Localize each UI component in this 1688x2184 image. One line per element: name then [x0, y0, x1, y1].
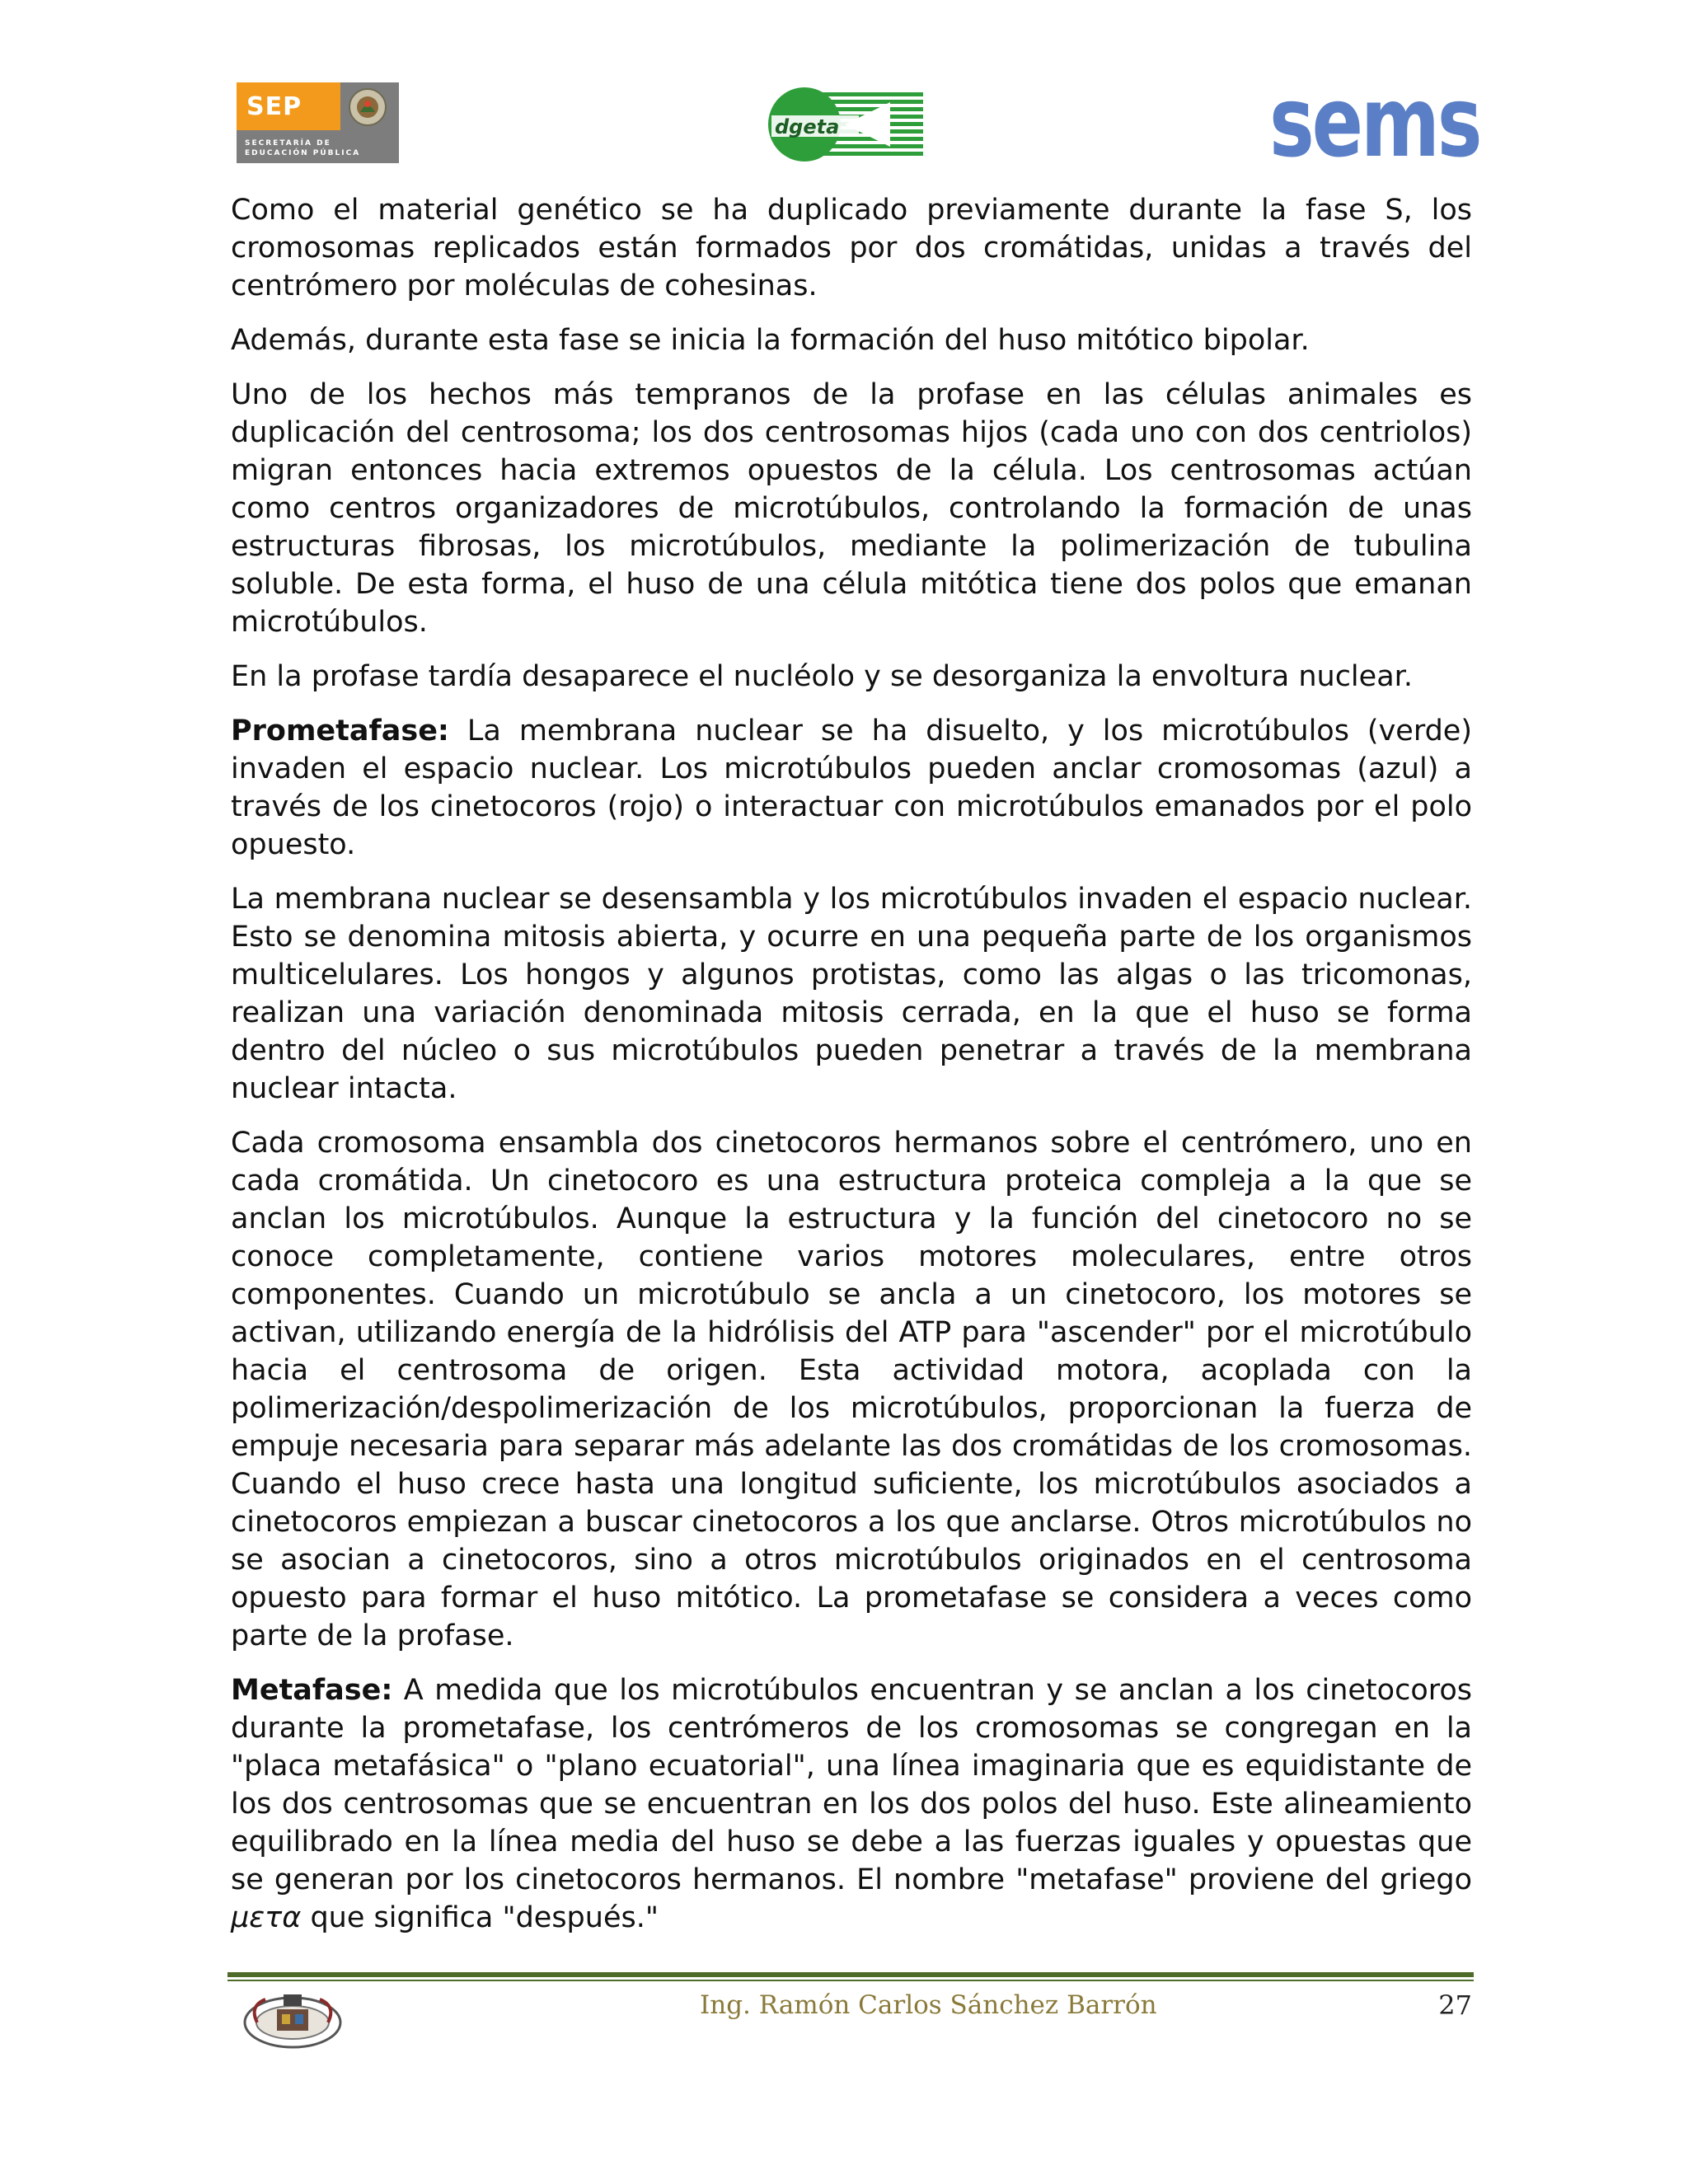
- prometafase-text: La membrana nuclear se ha disuelto, y los microtúbulos (verde) invaden el espacio nuclear. Los microtúbulos pueden anclar cromosomas (azul) a través de los cinetocoros (rojo) o interactuar con microtúbulos emanados por el polo opuesto.: [231, 715, 1472, 861]
- paragraph-2: Además, durante esta fase se inicia la formación del huso mitótico bipolar.: [231, 324, 1310, 357]
- page-number: 27: [1438, 1990, 1472, 2021]
- footer-author: Ing. Ramón Carlos Sánchez Barrón: [700, 1990, 1157, 2020]
- paragraph-4: En la profase tardía desaparece el nucléolo y se desorganiza la envoltura nuclear.: [231, 660, 1413, 693]
- sep-logo-word: SEP: [246, 92, 302, 121]
- sems-logo-word: sems: [1269, 65, 1480, 179]
- paragraph-3: Uno de los hechos más tempranos de la profase en las células animales es duplicación del centrosoma; los dos centrosomas hijos (cada uno con dos centriolos) migran entonces hacia extremos opuestos de la célula. Los centrosomas actúan como centros organizadores de microtúbulos, controlando la formación de unas estructuras fibrosas, los microtúbulos, mediante la polimerización de tubulina soluble. De esta forma, el huso de una célula mitótica tiene dos polos que emanan microtúbulos.: [231, 378, 1472, 639]
- paragraph-1: Como el material genético se ha duplicado previamente durante la fase S, los cromosomas replicados están formados por dos cromátidas, unidas a través del centrómero por moléculas de cohesinas.: [231, 194, 1472, 302]
- metafase-text-end: que significa "después.": [301, 1901, 659, 1934]
- footer-rule-thick: [227, 1972, 1474, 1977]
- school-emblem-icon: [241, 1990, 345, 2052]
- sems-logo: [1269, 65, 1480, 179]
- mexico-seal-icon: [345, 87, 390, 127]
- sep-subtitle-line1: SECRETARÍA DE: [245, 139, 331, 148]
- dgeta-logo-word: dgeta: [775, 115, 840, 138]
- paragraph-6: La membrana nuclear se desensambla y los microtúbulos invaden el espacio nuclear. Esto se denomina mitosis abierta, y ocurre en una pequeña parte de los organismos multicelulares. Los hongos y algunos protistas, como las algas o las tricomonas, realizan una variación denominada mitosis cerrada, en la que el huso se forma dentro del núcleo o sus microtúbulos pueden penetrar a través de la membrana nuclear intacta.: [231, 883, 1472, 1105]
- greek-word: μετα: [231, 1901, 302, 1934]
- footer-rule-thin: [227, 1980, 1474, 1981]
- paragraph-metafase: [231, 1671, 1472, 1937]
- paragraph-prometafase: [231, 712, 1472, 864]
- paragraph-7: Cada cromosoma ensambla dos cinetocoros hermanos sobre el centrómero, uno en cada cromátida. Un cinetocoro es una estructura proteica compleja a la que se anclan los microtúbulos. Aunque la estructura y la función del cinetocoro no se conoce completamente, contiene varios motores moleculares, entre otros componentes. Cuando un microtúbulo se ancla a un cinetocoro, los motores se activan, utilizando energía de la hidrólisis del ATP para "ascender" por el microtúbulo hacia el centrosoma de origen. Esta actividad motora, acoplada con la polimerización/despolimerización de los microtúbulos, proporcionan la fuerza de empuje necesaria para separar más adelante las dos cromátidas de los cromosomas. Cuando el huso crece hasta una longitud suficiente, los microtúbulos asociados a cinetocoros empiezan a buscar cinetocoros a los que anclarse. Otros microtúbulos no se asocian a cinetocoros, sino a otros microtúbulos originados en el centrosoma opuesto para formar el huso mitótico. La prometafase se considera a veces como parte de la profase.: [231, 1127, 1472, 1652]
- sep-subtitle-line2: EDUCACIÓN PÚBLICA: [245, 149, 361, 157]
- body-text: [231, 191, 1472, 1953]
- sep-logo-subtitle: [245, 138, 360, 158]
- sep-logo: [237, 82, 399, 163]
- metafase-label: Metafase:: [231, 1674, 393, 1707]
- metafase-text: A medida que los microtúbulos encuentran y se anclan a los cinetocoros durante la prometafase, los centrómeros de los cromosomas se congregan en la "placa metafásica" o "plano ecuatorial", una línea imaginaria que es equidistante de los dos centrosomas que se encuentran en los dos polos del huso. Este alineamiento equilibrado en la línea media del huso se debe a las fuerzas iguales y opuestas que se generan por los cinetocoros hermanos. El nombre "metafase" proviene del griego: [231, 1674, 1472, 1896]
- prometafase-label: Prometafase:: [231, 715, 449, 748]
- dgeta-logo: [767, 86, 925, 163]
